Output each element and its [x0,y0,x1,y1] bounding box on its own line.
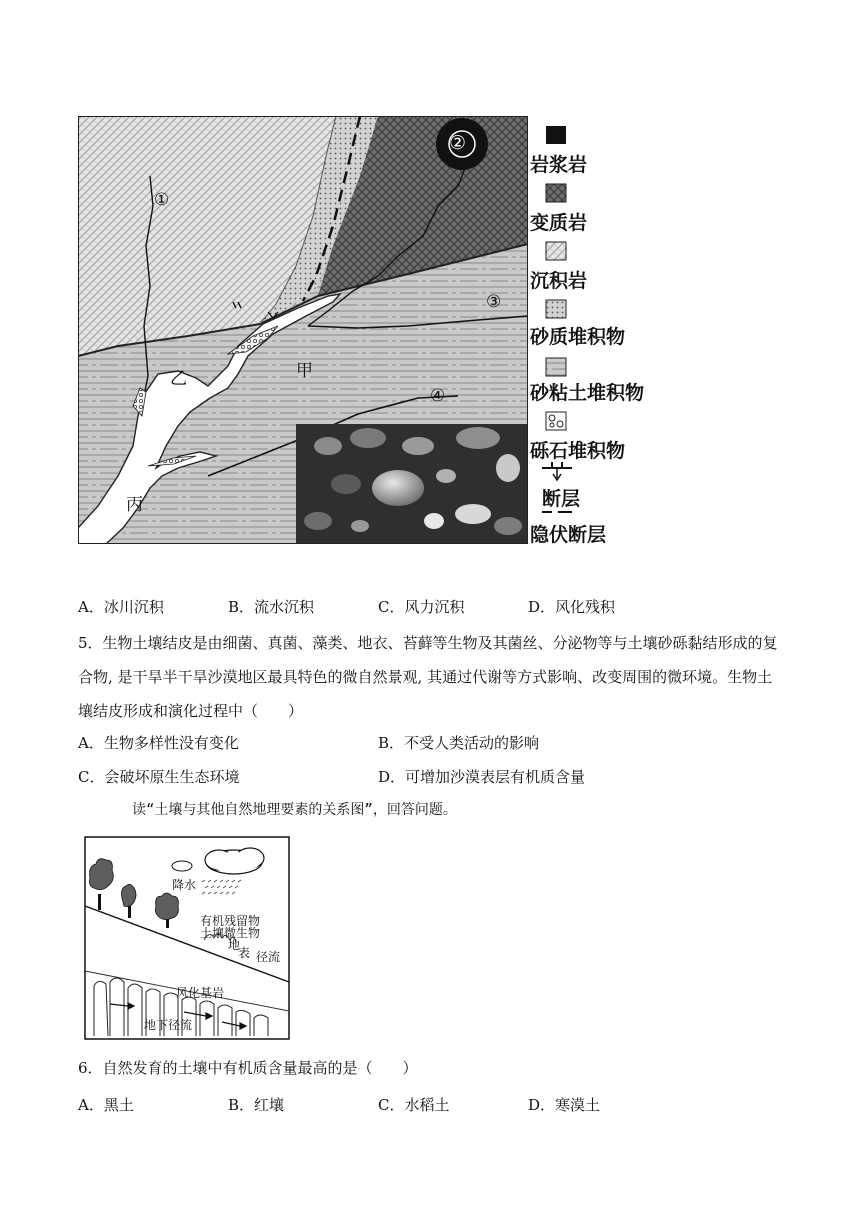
q5-option-d[interactable]: D．可增加沙漠表层有机质含量 [378,768,586,786]
label-underground-runoff: 地下径流 [144,1018,193,1032]
q4-option-c[interactable]: C．风力沉积 [378,598,465,616]
legend-label-magma: 岩浆岩 [530,154,588,176]
q6-option-b[interactable]: B．红壤 [228,1096,285,1114]
label-circle-1: ① [154,190,170,210]
q6-option-c[interactable]: C．水稻土 [378,1096,450,1114]
geology-legend [530,120,670,550]
q5-option-b[interactable]: B．不受人类活动的影响 [378,734,540,752]
legend-swatch-sand [546,300,566,318]
label-surface-1: 地 [228,938,241,952]
legend-swatch-gravel [546,412,566,430]
legend-swatch-magma [546,126,566,144]
q6-option-a[interactable]: A．黑土 [78,1096,134,1114]
geology-figure [78,116,528,544]
label-soil-microbes: 土壤微生物 [200,926,261,940]
label-jia: 甲 [296,361,313,381]
q4-option-a[interactable]: A．冰川沉积 [78,598,164,616]
label-circle-4: ④ [430,386,446,406]
q6-stem: 6．自然发育的土壤中有机质含量最高的是（ ） [78,1059,418,1077]
gravel-photo-inset [296,424,528,544]
label-surface-runoff: 径流 [256,950,281,964]
q5-stem-line-3: 壤结皮形成和演化过程中（ ） [78,702,304,720]
label-surface-2: 表 [238,946,251,960]
legend-label-sand: 砂质堆积物 [530,326,626,348]
q5-stem [78,626,794,728]
geology-map-svg [78,116,528,544]
legend-swatch-clay [546,358,566,376]
q4-option-b[interactable]: B．流水沉积 [228,598,315,616]
q5-stem-line-1: 5．生物土壤结皮是由细菌、真菌、藻类、地衣、苔藓等生物及其菌丝、分泌物等与土壤砂砾黏结形成的复 [78,634,778,652]
legend-label-fault: 断层 [542,488,581,510]
legend-label-clay: 砂粘土堆积物 [530,382,645,404]
q6-option-d[interactable]: D．寒漠土 [528,1096,601,1114]
label-circle-3: ③ [486,292,502,312]
label-organic-residue: 有机残留物 [200,914,261,928]
q5-option-c[interactable]: C．会破坏原生生态环境 [78,768,240,786]
q5-stem-line-2: 合物, 是干旱半干旱沙漠地区最具特色的微自然景观, 其通过代谢等方式影响、改变周围的微环境。生物土 [78,668,773,686]
label-yi: 乙 [170,369,187,389]
label-bing: 丙 [126,495,143,515]
legend-label-sedimentary: 沉积岩 [530,270,588,292]
legend-label-metamorphic: 变质岩 [530,212,588,234]
figure-intro-text: 读“土壤与其他自然地理要素的关系图”，回答问题。 [132,802,457,818]
q5-option-a[interactable]: A．生物多样性没有变化 [78,734,239,752]
label-circle-2: ② [449,132,467,154]
soil-figure [84,836,290,1040]
label-weathered-bedrock: 风化基岩 [176,986,225,1000]
legend-swatch-metamorphic [546,184,566,202]
legend-swatch-sedimentary [546,242,566,260]
legend-label-gravel: 砾石堆积物 [530,440,626,462]
label-rain: 降水 [172,878,197,892]
q4-option-d[interactable]: D．风化残积 [528,598,616,616]
legend-swatch-fault [542,462,572,480]
legend-label-concealed-fault: 隐伏断层 [530,524,607,546]
